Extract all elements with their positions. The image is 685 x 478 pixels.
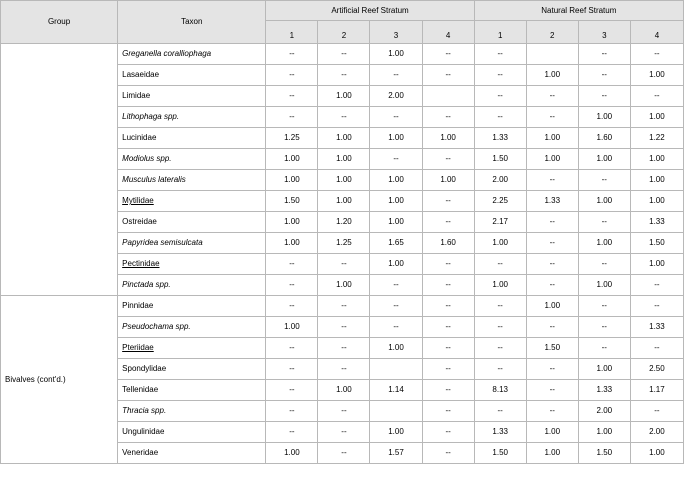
artificial-stratum-2-cell: 1.00: [318, 170, 370, 191]
natural-stratum-1-cell: --: [474, 65, 526, 86]
natural-stratum-4-cell: 1.00: [630, 443, 683, 464]
artificial-stratum-2-header: 2: [318, 21, 370, 44]
taxon-cell: Modiolus spp.: [118, 149, 266, 170]
natural-stratum-2-cell: --: [526, 380, 578, 401]
natural-stratum-3-header: 3: [578, 21, 630, 44]
artificial-stratum-4-cell: --: [422, 44, 474, 65]
natural-stratum-4-cell: 1.00: [630, 170, 683, 191]
natural-stratum-4-cell: 2.00: [630, 422, 683, 443]
natural-stratum-1-cell: --: [474, 254, 526, 275]
artificial-stratum-3-cell: 1.14: [370, 380, 422, 401]
artificial-stratum-4-cell: --: [422, 401, 474, 422]
natural-stratum-2-cell: --: [526, 317, 578, 338]
artificial-stratum-1-cell: --: [266, 401, 318, 422]
natural-stratum-3-cell: 1.00: [578, 191, 630, 212]
natural-stratum-2-cell: 1.00: [526, 296, 578, 317]
natural-stratum-1-cell: --: [474, 401, 526, 422]
natural-stratum-2-cell: 1.33: [526, 191, 578, 212]
artificial-stratum-2-cell: --: [318, 107, 370, 128]
artificial-stratum-2-cell: 1.00: [318, 128, 370, 149]
natural-stratum-4-cell: 1.00: [630, 191, 683, 212]
taxon-cell: Tellenidae: [118, 380, 266, 401]
natural-stratum-4-cell: 2.50: [630, 359, 683, 380]
artificial-stratum-2-cell: --: [318, 65, 370, 86]
natural-stratum-2-cell: --: [526, 275, 578, 296]
table-row: [1, 296, 684, 317]
natural-stratum-2-cell: --: [526, 254, 578, 275]
natural-stratum-1-cell: 1.50: [474, 443, 526, 464]
artificial-stratum-1-cell: 1.50: [266, 191, 318, 212]
natural-stratum-1-cell: 1.00: [474, 233, 526, 254]
taxon-cell: Spondylidae: [118, 359, 266, 380]
natural-stratum-2-cell: --: [526, 401, 578, 422]
artificial-stratum-2-cell: 1.20: [318, 212, 370, 233]
natural-stratum-1-cell: --: [474, 338, 526, 359]
artificial-stratum-2-cell: --: [318, 296, 370, 317]
taxon-cell: Mytilidae: [118, 191, 266, 212]
artificial-stratum-1-header: 1: [266, 21, 318, 44]
natural-stratum-4-cell: 1.00: [630, 107, 683, 128]
artificial-stratum-2-cell: 1.00: [318, 380, 370, 401]
artificial-stratum-1-cell: --: [266, 338, 318, 359]
artificial-stratum-3-cell: --: [370, 317, 422, 338]
artificial-stratum-1-cell: --: [266, 422, 318, 443]
natural-stratum-3-cell: 1.00: [578, 275, 630, 296]
artificial-stratum-1-cell: --: [266, 107, 318, 128]
natural-stratum-2-cell: 1.00: [526, 422, 578, 443]
natural-stratum-1-cell: --: [474, 107, 526, 128]
artificial-stratum-3-cell: [370, 359, 422, 380]
natural-stratum-4-cell: --: [630, 401, 683, 422]
natural-stratum-4-cell: 1.50: [630, 233, 683, 254]
natural-stratum-1-cell: 2.17: [474, 212, 526, 233]
natural-stratum-2-cell: --: [526, 170, 578, 191]
artificial-stratum-1-cell: --: [266, 359, 318, 380]
natural-stratum-3-cell: 1.00: [578, 422, 630, 443]
artificial-stratum-2-cell: --: [318, 401, 370, 422]
artificial-stratum-2-cell: --: [318, 317, 370, 338]
artificial-stratum-1-cell: --: [266, 65, 318, 86]
natural-stratum-1-cell: 1.50: [474, 149, 526, 170]
natural-stratum-1-cell: 1.00: [474, 275, 526, 296]
natural-stratum-4-header: 4: [630, 21, 683, 44]
artificial-stratum-3-cell: 1.57: [370, 443, 422, 464]
artificial-stratum-2-cell: 1.00: [318, 275, 370, 296]
artificial-stratum-3-cell: --: [370, 275, 422, 296]
natural-stratum-1-cell: --: [474, 317, 526, 338]
artificial-stratum-1-cell: 1.25: [266, 128, 318, 149]
artificial-stratum-4-cell: --: [422, 191, 474, 212]
natural-stratum-3-cell: 1.00: [578, 359, 630, 380]
natural-stratum-4-cell: --: [630, 296, 683, 317]
natural-stratum-3-cell: --: [578, 212, 630, 233]
artificial-stratum-4-cell: --: [422, 296, 474, 317]
natural-stratum-2-cell: 1.50: [526, 338, 578, 359]
natural-stratum-3-cell: --: [578, 44, 630, 65]
natural-stratum-3-cell: 1.50: [578, 443, 630, 464]
table-body: [1, 44, 684, 464]
natural-stratum-2-header: 2: [526, 21, 578, 44]
natural-stratum-1-cell: 8.13: [474, 380, 526, 401]
natural-stratum-4-cell: 1.22: [630, 128, 683, 149]
artificial-stratum-3-cell: 1.65: [370, 233, 422, 254]
natural-stratum-3-cell: --: [578, 296, 630, 317]
artificial-stratum-4-cell: 1.00: [422, 128, 474, 149]
artificial-stratum-1-cell: --: [266, 296, 318, 317]
artificial-stratum-4-cell: 1.00: [422, 170, 474, 191]
artificial-stratum-1-cell: 1.00: [266, 212, 318, 233]
natural-stratum-1-cell: 2.25: [474, 191, 526, 212]
natural-stratum-2-cell: --: [526, 107, 578, 128]
natural-stratum-4-cell: 1.33: [630, 317, 683, 338]
artificial-stratum-4-cell: --: [422, 275, 474, 296]
artificial-stratum-3-cell: --: [370, 149, 422, 170]
artificial-stratum-4-cell: --: [422, 107, 474, 128]
artificial-stratum-4-cell: --: [422, 422, 474, 443]
taxon-cell: Pinctada spp.: [118, 275, 266, 296]
natural-stratum-4-cell: 1.00: [630, 254, 683, 275]
natural-stratum-4-cell: 1.33: [630, 212, 683, 233]
taxon-cell: Ostreidae: [118, 212, 266, 233]
artificial-stratum-4-cell: --: [422, 254, 474, 275]
taxon-cell: Lithophaga spp.: [118, 107, 266, 128]
natural-stratum-3-cell: --: [578, 317, 630, 338]
natural-stratum-4-cell: --: [630, 86, 683, 107]
natural-stratum-2-cell: 1.00: [526, 443, 578, 464]
artificial-stratum-3-cell: [370, 401, 422, 422]
natural-stratum-1-header: 1: [474, 21, 526, 44]
artificial-stratum-2-cell: --: [318, 359, 370, 380]
natural-stratum-4-cell: --: [630, 275, 683, 296]
natural-stratum-1-cell: --: [474, 86, 526, 107]
taxon-column-header: Taxon: [118, 1, 266, 44]
artificial-stratum-3-cell: 1.00: [370, 44, 422, 65]
natural-stratum-4-cell: --: [630, 338, 683, 359]
artificial-stratum-2-cell: 1.25: [318, 233, 370, 254]
taxon-cell: Lasaeidae: [118, 65, 266, 86]
artificial-stratum-4-cell: --: [422, 443, 474, 464]
natural-stratum-3-cell: --: [578, 86, 630, 107]
natural-stratum-1-cell: 1.33: [474, 422, 526, 443]
natural-stratum-3-cell: --: [578, 254, 630, 275]
taxon-cell: Ungulinidae: [118, 422, 266, 443]
artificial-stratum-4-cell: --: [422, 338, 474, 359]
group-cell: Bivalves (cont'd.): [1, 296, 118, 464]
artificial-stratum-1-cell: --: [266, 254, 318, 275]
natural-stratum-3-cell: 1.60: [578, 128, 630, 149]
artificial-stratum-3-cell: 1.00: [370, 254, 422, 275]
taxon-cell: Veneridae: [118, 443, 266, 464]
natural-stratum-3-cell: --: [578, 338, 630, 359]
artificial-stratum-3-cell: 1.00: [370, 191, 422, 212]
artificial-stratum-4-cell: --: [422, 359, 474, 380]
natural-stratum-4-cell: 1.00: [630, 149, 683, 170]
natural-stratum-1-cell: 1.33: [474, 128, 526, 149]
natural-stratum-3-cell: 1.00: [578, 149, 630, 170]
artificial-stratum-2-cell: --: [318, 422, 370, 443]
artificial-stratum-3-header: 3: [370, 21, 422, 44]
natural-stratum-3-cell: --: [578, 170, 630, 191]
artificial-stratum-2-cell: --: [318, 443, 370, 464]
artificial-stratum-4-cell: --: [422, 317, 474, 338]
natural-stratum-2-cell: [526, 44, 578, 65]
taxon-cell: Greganella coralliophaga: [118, 44, 266, 65]
taxon-cell: Musculus lateralis: [118, 170, 266, 191]
artificial-stratum-4-cell: --: [422, 212, 474, 233]
taxon-cell: Pinnidae: [118, 296, 266, 317]
artificial-stratum-2-cell: 1.00: [318, 149, 370, 170]
natural-stratum-1-cell: --: [474, 296, 526, 317]
artificial-stratum-1-cell: --: [266, 86, 318, 107]
artificial-stratum-1-cell: --: [266, 44, 318, 65]
artificial-stratum-3-cell: 1.00: [370, 128, 422, 149]
taxon-cell: Lucinidae: [118, 128, 266, 149]
artificial-stratum-4-cell: --: [422, 65, 474, 86]
natural-stratum-2-cell: --: [526, 233, 578, 254]
natural-stratum-2-cell: 1.00: [526, 149, 578, 170]
natural-stratum-3-cell: 1.00: [578, 107, 630, 128]
artificial-stratum-3-cell: 1.00: [370, 422, 422, 443]
natural-stratum-3-cell: 1.33: [578, 380, 630, 401]
artificial-stratum-4-cell: 1.60: [422, 233, 474, 254]
natural-stratum-3-cell: --: [578, 65, 630, 86]
table-header: [1, 1, 684, 44]
natural-stratum-2-cell: --: [526, 86, 578, 107]
taxon-cell: Pteriidae: [118, 338, 266, 359]
natural-stratum-4-cell: --: [630, 44, 683, 65]
artificial-stratum-3-cell: 1.00: [370, 212, 422, 233]
artificial-stratum-3-cell: --: [370, 296, 422, 317]
taxon-cell: Pseudochama spp.: [118, 317, 266, 338]
artificial-stratum-2-cell: --: [318, 254, 370, 275]
artificial-stratum-3-cell: 2.00: [370, 86, 422, 107]
taxon-cell: Papyridea semisulcata: [118, 233, 266, 254]
natural-stratum-2-cell: --: [526, 212, 578, 233]
natural-stratum-4-cell: 1.17: [630, 380, 683, 401]
artificial-stratum-4-cell: [422, 86, 474, 107]
artificial-stratum-2-cell: --: [318, 338, 370, 359]
natural-stratum-1-cell: 2.00: [474, 170, 526, 191]
table-row: [1, 44, 684, 65]
natural-stratum-3-cell: 1.00: [578, 233, 630, 254]
taxon-cell: Limidae: [118, 86, 266, 107]
artificial-stratum-4-header: 4: [422, 21, 474, 44]
natural-stratum-4-cell: 1.00: [630, 65, 683, 86]
artificial-stratum-4-cell: --: [422, 149, 474, 170]
natural-stratum-1-cell: --: [474, 44, 526, 65]
artificial-stratum-1-cell: 1.00: [266, 233, 318, 254]
artificial-stratum-2-cell: --: [318, 44, 370, 65]
artificial-stratum-3-cell: 1.00: [370, 170, 422, 191]
natural-stratum-2-cell: 1.00: [526, 65, 578, 86]
artificial-stratum-2-cell: 1.00: [318, 191, 370, 212]
taxon-cell: Pectinidae: [118, 254, 266, 275]
artificial-stratum-2-cell: 1.00: [318, 86, 370, 107]
group-column-header: Group: [1, 1, 118, 44]
artificial-stratum-1-cell: 1.00: [266, 317, 318, 338]
artificial-stratum-1-cell: --: [266, 275, 318, 296]
artificial-stratum-1-cell: 1.00: [266, 443, 318, 464]
artificial-stratum-3-cell: 1.00: [370, 338, 422, 359]
artificial-stratum-3-cell: --: [370, 107, 422, 128]
natural-reef-header: Natural Reef Stratum: [474, 1, 683, 21]
taxon-cell: Thracia spp.: [118, 401, 266, 422]
natural-stratum-2-cell: --: [526, 359, 578, 380]
artificial-stratum-4-cell: --: [422, 380, 474, 401]
artificial-stratum-1-cell: 1.00: [266, 149, 318, 170]
group-cell: [1, 44, 118, 296]
artificial-stratum-1-cell: 1.00: [266, 170, 318, 191]
natural-stratum-3-cell: 2.00: [578, 401, 630, 422]
natural-stratum-2-cell: 1.00: [526, 128, 578, 149]
natural-stratum-1-cell: --: [474, 359, 526, 380]
artificial-reef-header: Artificial Reef Stratum: [266, 1, 474, 21]
artificial-stratum-1-cell: --: [266, 380, 318, 401]
artificial-stratum-3-cell: --: [370, 65, 422, 86]
